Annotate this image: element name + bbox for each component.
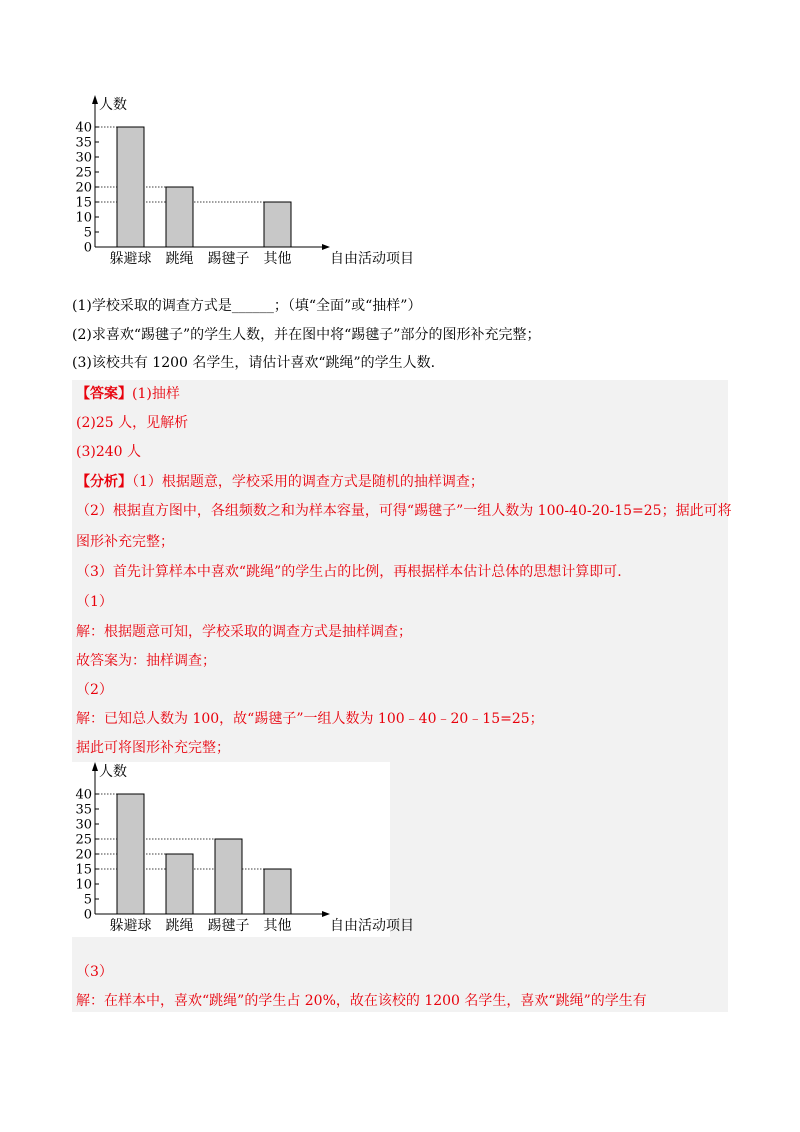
x-tick-label: 其他 <box>263 918 292 934</box>
question-3: (3)该校共有 1200 名学生，请估计喜欢“跳绳”的学生人数. <box>72 355 436 371</box>
y-tick-label: 5 <box>83 225 92 241</box>
y-axis-arrow <box>92 762 98 771</box>
y-tick-label: 35 <box>75 802 92 818</box>
analysis-p2: （2）根据直方图中，各组频数之和为样本容量，可得“踢毽子”一组人数为 100-40-20-15=25；据此可将 <box>76 503 732 519</box>
solution-1-head: （1） <box>76 594 113 610</box>
y-tick-label: 40 <box>75 120 92 136</box>
chart-2 <box>72 757 414 937</box>
x-axis-arrow <box>322 244 330 250</box>
solution-1-line-2: 故答案为：抽样调查； <box>76 653 216 669</box>
solution-2-line-1: 解：已知总人数为 100，故“踢毽子”一组人数为 100﹣40﹣20﹣15=25； <box>76 711 544 727</box>
solution-3-line-1: 解：在样本中，喜欢“跳绳”的学生占 20%，故在该校的 1200 名学生，喜欢“跳绳”的学生有 <box>76 993 647 1009</box>
analysis-p3: （3）首先计算样本中喜欢“跳绳”的学生占的比例，再根据样本估计总体的思想计算即可. <box>76 564 622 580</box>
analysis-line-1 <box>76 472 484 492</box>
answer-line-1 <box>76 384 180 404</box>
solution-3-head: （3） <box>76 964 113 980</box>
answer-2: (2)25 人，见解析 <box>76 415 189 431</box>
bar <box>166 187 193 247</box>
y-tick-label: 10 <box>75 210 92 226</box>
y-tick-label: 35 <box>75 135 92 151</box>
answer-1: (1)抽样 <box>132 386 180 402</box>
x-tick-label: 踢毽子 <box>207 918 250 934</box>
y-tick-label: 20 <box>75 180 92 196</box>
y-tick-label: 0 <box>83 240 92 256</box>
bar <box>264 202 291 247</box>
y-tick-label: 20 <box>75 847 92 863</box>
x-tick-label: 跳绳 <box>165 251 194 267</box>
x-tick-label: 躲避球 <box>109 251 152 267</box>
question-2: (2)求喜欢“踢毽子”的学生人数，并在图中将“踢毽子”部分的图形补充完整； <box>72 327 541 343</box>
y-tick-label: 25 <box>75 165 92 181</box>
analysis-label: 【分析】 <box>76 474 132 490</box>
y-tick-label: 15 <box>75 862 92 878</box>
x-axis-arrow <box>322 911 330 917</box>
analysis-p2b: 图形补充完整； <box>76 534 174 550</box>
solution-2-line-2: 据此可将图形补充完整； <box>76 740 230 756</box>
x-tick-label: 躲避球 <box>109 918 152 934</box>
y-tick-label: 0 <box>83 907 92 923</box>
bar <box>215 839 242 914</box>
x-axis-label: 自由活动项目 <box>330 251 414 267</box>
chart-1 <box>72 90 414 270</box>
bar <box>117 127 144 247</box>
analysis-p1: （1）根据题意，学校采用的调查方式是随机的抽样调查； <box>132 474 484 490</box>
answer-label: 【答案】 <box>76 386 132 402</box>
bar <box>117 794 144 914</box>
bar <box>264 869 291 914</box>
y-tick-label: 5 <box>83 892 92 908</box>
y-axis-arrow <box>92 95 98 104</box>
y-axis-label: 人数 <box>99 764 127 780</box>
answer-3: (3)240 人 <box>76 444 142 460</box>
solution-2-head: （2） <box>76 682 113 698</box>
question-1: (1)学校采取的调查方式是______；（填“全面”或“抽样”） <box>72 298 422 314</box>
y-tick-label: 10 <box>75 877 92 893</box>
solution-1-line-1: 解：根据题意可知，学校采取的调查方式是抽样调查； <box>76 624 412 640</box>
x-axis-label: 自由活动项目 <box>330 918 414 934</box>
y-tick-label: 30 <box>75 150 92 166</box>
y-axis-label: 人数 <box>99 97 127 113</box>
x-tick-label: 其他 <box>263 251 292 267</box>
y-tick-label: 15 <box>75 195 92 211</box>
x-tick-label: 跳绳 <box>165 918 194 934</box>
y-tick-label: 25 <box>75 832 92 848</box>
bar <box>166 854 193 914</box>
y-tick-label: 40 <box>75 787 92 803</box>
y-tick-label: 30 <box>75 817 92 833</box>
x-tick-label: 踢毽子 <box>207 251 250 267</box>
